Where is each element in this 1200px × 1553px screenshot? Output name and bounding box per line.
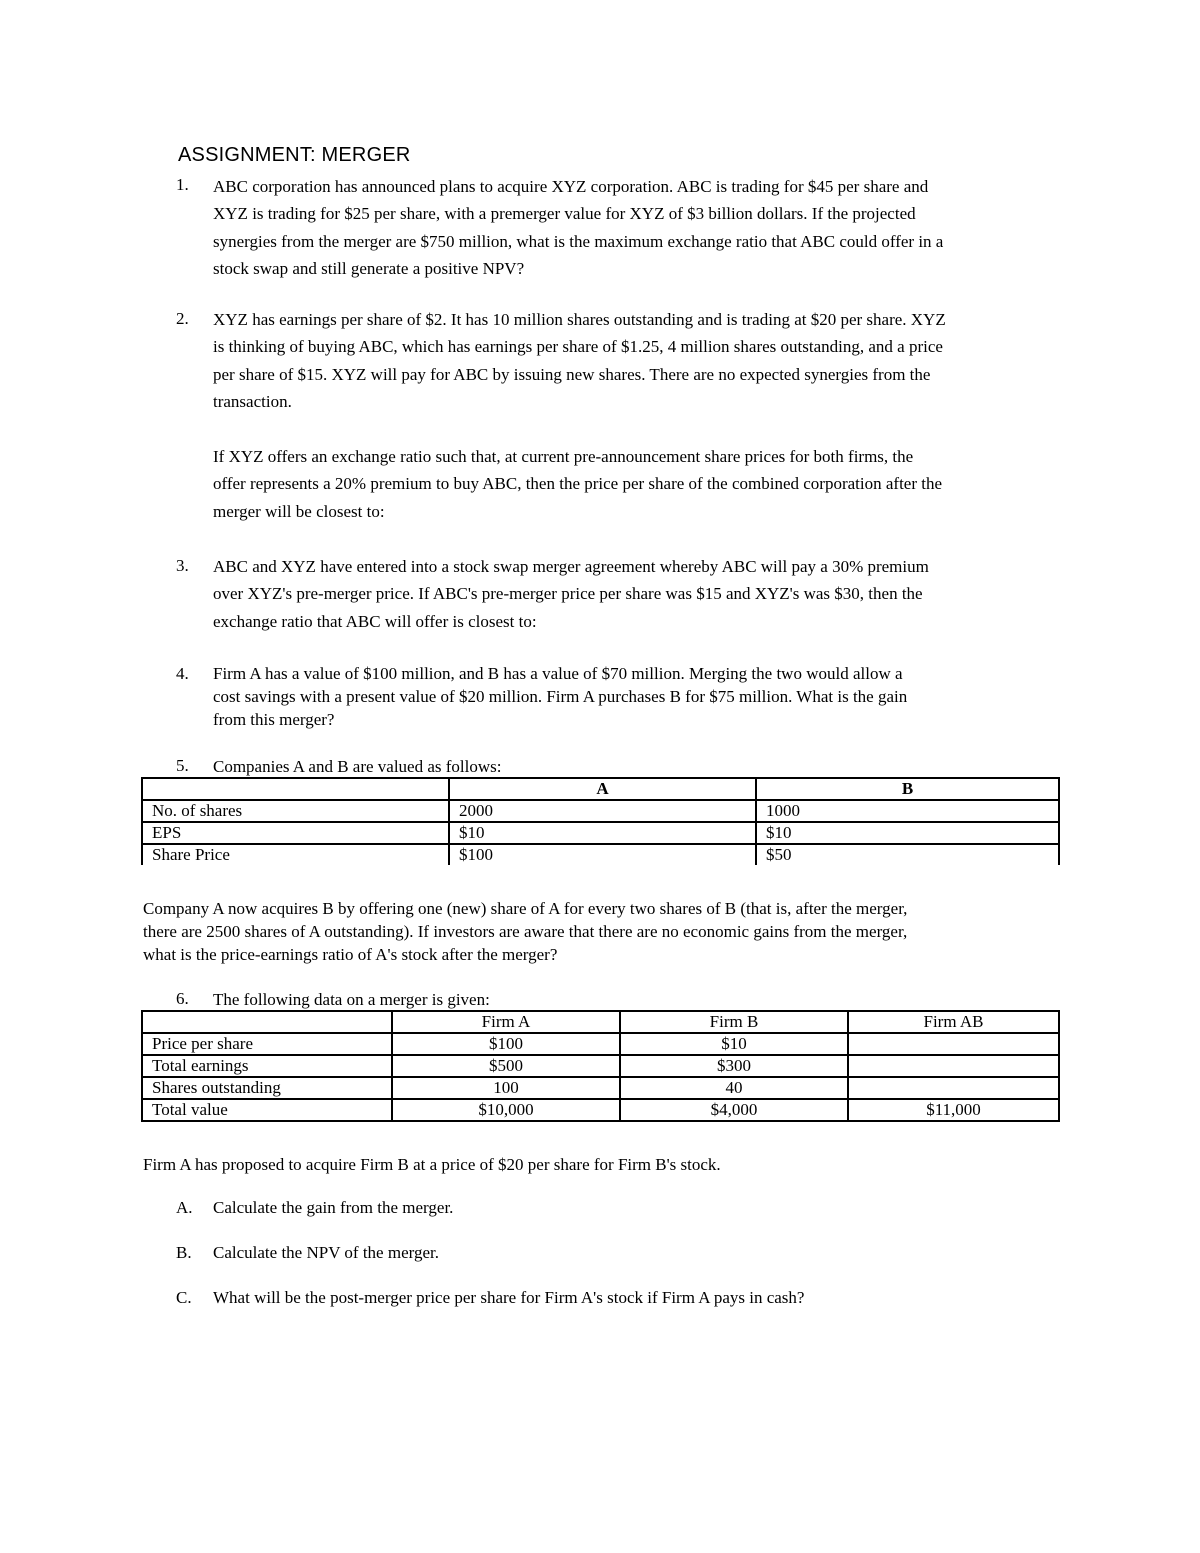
- table-header-row: [142, 778, 1059, 800]
- question-1-number: 1.: [176, 175, 189, 194]
- table-cell: $500: [392, 1055, 620, 1077]
- question-2-followup: [213, 443, 1073, 525]
- part-c-text: What will be the post-merger price per share for Firm A's stock if Firm A pays in cash?: [213, 1288, 805, 1307]
- table-cell: Share Price: [142, 844, 449, 865]
- table-cell: EPS: [142, 822, 449, 844]
- question-5-number: 5.: [176, 756, 189, 775]
- table-header-cell: [142, 1011, 392, 1033]
- merger-data-table: [141, 1010, 1060, 1122]
- question-5-line: there are 2500 shares of A outstanding). If investors are aware that there are no economic gains from the merger,: [143, 922, 908, 941]
- question-2-line: transaction.: [213, 391, 292, 411]
- question-2-number: 2.: [176, 309, 189, 328]
- question-2-followup-line: offer represents a 20% premium to buy ABC, then the price per share of the combined corporation after the: [213, 474, 943, 494]
- table-cell: 100: [392, 1077, 620, 1099]
- valuation-table: [141, 777, 1060, 865]
- part-a-text: Calculate the gain from the merger.: [213, 1198, 454, 1217]
- table-cell: Shares outstanding: [142, 1077, 392, 1099]
- table-row: [142, 822, 1059, 844]
- table-cell: $300: [620, 1055, 848, 1077]
- question-1-text: [213, 173, 1073, 282]
- table-cell: $4,000: [620, 1099, 848, 1121]
- question-1-line: ABC corporation has announced plans to acquire XYZ corporation. ABC is trading for $45 per share and: [213, 177, 929, 196]
- table-cell: $10: [449, 822, 756, 844]
- table-row: [142, 844, 1059, 865]
- table-cell: $100: [449, 844, 756, 865]
- table-cell: Total earnings: [142, 1055, 392, 1077]
- page-title: ASSIGNMENT: MERGER: [178, 144, 411, 166]
- table-cell: [848, 1033, 1059, 1055]
- question-2-followup-line: merger will be closest to:: [213, 501, 385, 521]
- table-cell: Total value: [142, 1099, 392, 1121]
- table-row: [142, 1033, 1059, 1055]
- question-2-text: [213, 306, 1073, 415]
- table-cell: 1000: [756, 800, 1059, 822]
- part-c-letter: C.: [176, 1288, 192, 1307]
- table-row: [142, 1099, 1059, 1121]
- question-4-line: from this merger?: [213, 710, 335, 729]
- table-cell: 2000: [449, 800, 756, 822]
- table-header-cell: B: [756, 778, 1059, 800]
- question-2-followup-line: If XYZ offers an exchange ratio such that, at current pre-announcement share prices for both firms, the: [213, 447, 914, 466]
- question-3-line: over XYZ's pre-merger price. If ABC's pre-merger price per share was $15 and XYZ's was $30, then the: [213, 584, 923, 604]
- table-cell: $10: [756, 822, 1059, 844]
- question-5-line: Company A now acquires B by offering one (new) share of A for every two shares of B (that is, after the merger,: [143, 899, 908, 918]
- question-5-intro: Companies A and B are valued as follows:: [213, 757, 502, 776]
- question-5-text: [143, 897, 1063, 966]
- table-header-row: [142, 1011, 1059, 1033]
- question-4-line: Firm A has a value of $100 million, and B has a value of $70 million. Merging the two would allow a: [213, 664, 903, 683]
- part-a-letter: A.: [176, 1198, 193, 1217]
- table-cell: $100: [392, 1033, 620, 1055]
- question-4-line: cost savings with a present value of $20 million. Firm A purchases B for $75 million. What is the gain: [213, 687, 908, 706]
- part-b-text: Calculate the NPV of the merger.: [213, 1243, 439, 1262]
- question-3-line: exchange ratio that ABC will offer is closest to:: [213, 611, 537, 631]
- question-6-proposal: Firm A has proposed to acquire Firm B at a price of $20 per share for Firm B's stock.: [143, 1155, 721, 1174]
- table-cell: No. of shares: [142, 800, 449, 822]
- question-6-number: 6.: [176, 989, 189, 1008]
- question-2-line: per share of $15. XYZ will pay for ABC by issuing new shares. There are no expected synergies from the: [213, 364, 931, 384]
- table-cell: $50: [756, 844, 1059, 865]
- question-3-line: ABC and XYZ have entered into a stock swap merger agreement whereby ABC will pay a 30% premium: [213, 557, 929, 576]
- table-header-cell: [142, 778, 449, 800]
- question-1-line: XYZ is trading for $25 per share, with a premerger value for XYZ of $3 billion dollars. If the projected: [213, 204, 916, 224]
- table-cell: $10: [620, 1033, 848, 1055]
- table-header-cell: A: [449, 778, 756, 800]
- table-row: [142, 1055, 1059, 1077]
- table-cell: $11,000: [848, 1099, 1059, 1121]
- question-1-line: stock swap and still generate a positive NPV?: [213, 258, 525, 278]
- question-3-text: [213, 553, 1073, 635]
- table-cell: $10,000: [392, 1099, 620, 1121]
- question-4-text: [213, 662, 1073, 731]
- question-5-line: what is the price-earnings ratio of A's stock after the merger?: [143, 945, 558, 964]
- table-row: [142, 800, 1059, 822]
- table-header-cell: Firm A: [392, 1011, 620, 1033]
- table-row: [142, 1077, 1059, 1099]
- question-1-line: synergies from the merger are $750 million, what is the maximum exchange ratio that ABC could offer in a: [213, 231, 944, 251]
- question-2-line: is thinking of buying ABC, which has earnings per share of $1.25, 4 million shares outstanding, and a price: [213, 337, 943, 357]
- table-cell: 40: [620, 1077, 848, 1099]
- table-header-cell: Firm B: [620, 1011, 848, 1033]
- table-cell: Price per share: [142, 1033, 392, 1055]
- question-2-line: XYZ has earnings per share of $2. It has 10 million shares outstanding and is trading at $20 per share. XYZ: [213, 310, 946, 329]
- table-cell: [848, 1055, 1059, 1077]
- question-3-number: 3.: [176, 556, 189, 575]
- question-4-number: 4.: [176, 664, 189, 683]
- question-6-intro: The following data on a merger is given:: [213, 990, 490, 1009]
- table-header-cell: Firm AB: [848, 1011, 1059, 1033]
- part-b-letter: B.: [176, 1243, 192, 1262]
- table-cell: [848, 1077, 1059, 1099]
